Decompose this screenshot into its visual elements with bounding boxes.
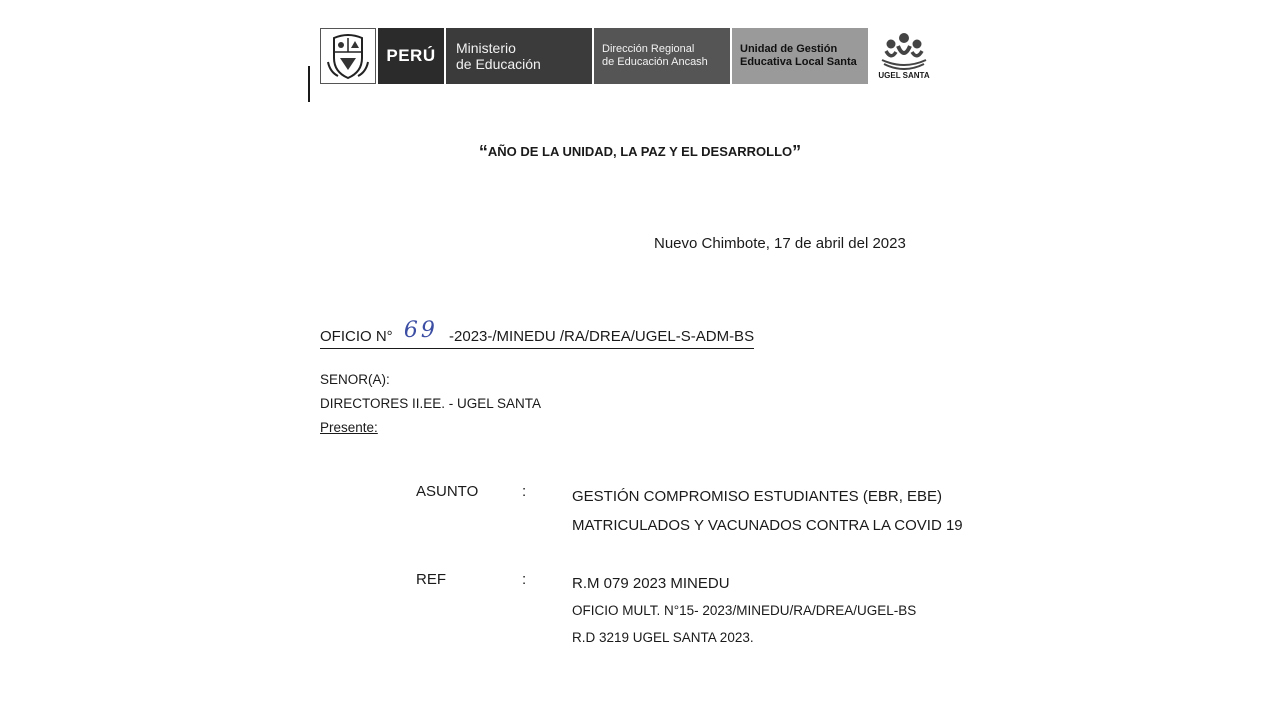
asunto-colon: : [522, 483, 527, 500]
ref-value [572, 570, 992, 651]
ref-colon: : [522, 571, 527, 588]
year-motto: “AÑO DE LA UNIDAD, LA PAZ Y EL DESARROLLO” [478, 142, 802, 162]
asunto-row [416, 483, 1016, 543]
direccion-line-2: de Educación Ancash [602, 56, 708, 68]
ref-line-3: R.D 3219 UGEL SANTA 2023. [572, 630, 754, 645]
direccion-line-1: Dirección Regional [602, 43, 695, 55]
peru-text: PERÚ [386, 46, 436, 65]
unidad-gestion-block [732, 28, 868, 84]
asunto-line-2: MATRICULADOS Y VACUNADOS CONTRA LA COVID 19 [572, 517, 963, 534]
ref-line-1: R.M 079 2023 MINEDU [572, 575, 730, 592]
ugel-santa-logo [874, 28, 934, 84]
asunto-value [572, 482, 992, 540]
unidad-line-1: Unidad de Gestión [740, 43, 838, 55]
oficio-number-line [320, 318, 755, 349]
peru-label [378, 28, 444, 84]
ugel-logo-text: UGEL SANTA [878, 71, 930, 80]
addressee-salutation: SENOR(A): [320, 372, 390, 387]
institution-header [320, 28, 934, 84]
addressee-recipients: DIRECTORES II.EE. - UGEL SANTA [320, 396, 542, 411]
place-date: Nuevo Chimbote, 17 de abril del 2023 [654, 235, 906, 252]
ref-label: REF [416, 571, 446, 588]
margin-rule [308, 66, 310, 102]
direccion-regional-block [594, 28, 730, 84]
addressee-presente: Presente: [320, 420, 378, 435]
ministerio-line-1: Ministerio [456, 40, 516, 56]
ministerio-line-2: de Educación [456, 56, 541, 72]
asunto-line-1: GESTIÓN COMPROMISO ESTUDIANTES (EBR, EBE) [572, 488, 943, 505]
ref-row [416, 571, 1016, 651]
asunto-label: ASUNTO [416, 483, 479, 500]
ministerio-block [446, 28, 592, 84]
unidad-line-2: Educativa Local Santa [740, 56, 857, 68]
oficio-prefix: OFICIO N° [320, 328, 393, 345]
oficio-code: -2023-/MINEDU /RA/DREA/UGEL-S-ADM-BS [449, 328, 755, 345]
ugel-people-icon [878, 32, 930, 70]
oficio-handwritten-number: 69 [403, 318, 438, 343]
coat-of-arms-icon [320, 28, 376, 84]
addressee-block [320, 368, 541, 440]
ref-line-2: OFICIO MULT. N°15- 2023/MINEDU/RA/DREA/UGEL-BS [572, 603, 917, 618]
year-motto-text: AÑO DE LA UNIDAD, LA PAZ Y EL DESARROLLO [487, 144, 793, 159]
